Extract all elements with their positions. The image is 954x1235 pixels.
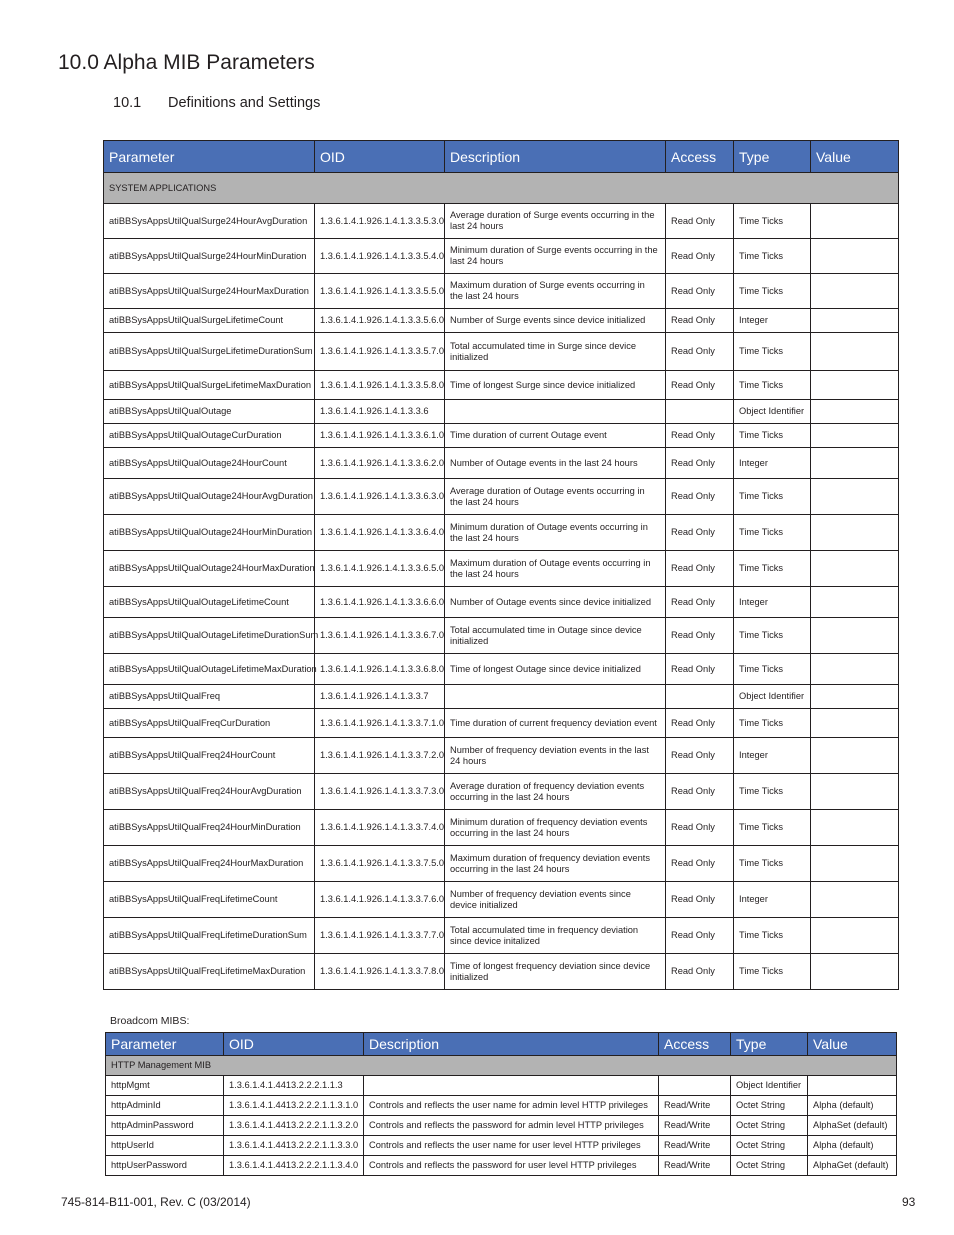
cell-value [811,846,899,882]
cell-oid: 1.3.6.1.4.1.926.1.4.1.3.3.7.5.0 [315,846,445,882]
cell-value [811,551,899,587]
cell-parameter: httpUserPassword [106,1156,224,1176]
column-header-oid: OID [315,141,445,173]
cell-description: Number of Outage events since device initialized [445,587,666,618]
table-row [104,685,899,709]
table-row [104,587,899,618]
cell-access: Read Only [666,954,734,990]
cell-parameter: atiBBSysAppsUtilQualOutageLifetimeMaxDuration [104,654,315,685]
cell-oid: 1.3.6.1.4.1.926.1.4.1.3.3.6.2.0 [315,448,445,479]
cell-type: Object Identifier [734,685,811,709]
table-row [104,400,899,424]
cell-type: Time Ticks [734,618,811,654]
cell-type: Time Ticks [734,515,811,551]
cell-parameter: httpMgmt [106,1076,224,1096]
cell-description: Controls and reflects the password for user level HTTP privileges [364,1156,659,1176]
section-label: SYSTEM APPLICATIONS [104,173,899,204]
cell-value [811,774,899,810]
cell-oid: 1.3.6.1.4.1.926.1.4.1.3.3.6.7.0 [315,618,445,654]
table-header-row [106,1033,897,1056]
table-row [104,448,899,479]
cell-type: Time Ticks [734,774,811,810]
cell-type: Time Ticks [734,333,811,371]
cell-parameter: atiBBSysAppsUtilQualSurgeLifetimeMaxDuration [104,371,315,400]
column-header-value: Value [808,1033,897,1056]
table-header-row [104,141,899,173]
column-header-description: Description [445,141,666,173]
table-row [104,515,899,551]
cell-value [811,810,899,846]
table-row [104,333,899,371]
cell-oid: 1.3.6.1.4.1.926.1.4.1.3.3.6.6.0 [315,587,445,618]
table-row [104,479,899,515]
cell-oid: 1.3.6.1.4.1.926.1.4.1.3.3.5.3.0 [315,204,445,239]
cell-parameter: atiBBSysAppsUtilQualFreqLifetimeCount [104,882,315,918]
cell-parameter: httpAdminPassword [106,1116,224,1136]
section-title: Definitions and Settings [168,95,321,111]
alpha-mib-table [103,140,899,990]
cell-type: Time Ticks [734,239,811,274]
cell-type: Time Ticks [734,709,811,738]
cell-oid: 1.3.6.1.4.1.4413.2.2.2.1.1.3.3.0 [224,1136,364,1156]
cell-type: Time Ticks [734,846,811,882]
cell-oid: 1.3.6.1.4.1.926.1.4.1.3.3.6.3.0 [315,479,445,515]
cell-oid: 1.3.6.1.4.1.926.1.4.1.3.3.7.4.0 [315,810,445,846]
cell-access: Read Only [666,204,734,239]
table-row [104,204,899,239]
section-heading [113,95,320,111]
cell-parameter: atiBBSysAppsUtilQualFreq24HourCount [104,738,315,774]
column-header-access: Access [659,1033,731,1056]
cell-description: Average duration of Surge events occurring in the last 24 hours [445,204,666,239]
cell-description: Average duration of Outage events occurring in the last 24 hours [445,479,666,515]
cell-parameter: atiBBSysAppsUtilQualFreqLifetimeDurationSum [104,918,315,954]
table-row [104,274,899,309]
cell-description [445,400,666,424]
cell-parameter: atiBBSysAppsUtilQualOutageLifetimeCount [104,587,315,618]
cell-access: Read Only [666,654,734,685]
cell-oid: 1.3.6.1.4.1.926.1.4.1.3.3.6 [315,400,445,424]
cell-parameter: atiBBSysAppsUtilQualFreqCurDuration [104,709,315,738]
cell-type: Integer [734,738,811,774]
cell-access [659,1076,731,1096]
broadcom-mib-table [105,1032,897,1176]
cell-parameter: atiBBSysAppsUtilQualSurgeLifetimeCount [104,309,315,333]
cell-oid: 1.3.6.1.4.1.926.1.4.1.3.3.6.1.0 [315,424,445,448]
cell-description: Number of frequency deviation events since device initialized [445,882,666,918]
cell-type: Object Identifier [734,400,811,424]
cell-access: Read Only [666,371,734,400]
cell-access: Read Only [666,515,734,551]
cell-description [364,1076,659,1096]
cell-type: Time Ticks [734,551,811,587]
cell-parameter: httpUserId [106,1136,224,1156]
cell-value [811,479,899,515]
cell-access: Read Only [666,274,734,309]
cell-parameter: atiBBSysAppsUtilQualFreq24HourMaxDuration [104,846,315,882]
cell-parameter: httpAdminId [106,1096,224,1116]
cell-access: Read Only [666,587,734,618]
table-row [104,371,899,400]
cell-type: Integer [734,587,811,618]
table-row [104,954,899,990]
cell-oid: 1.3.6.1.4.1.926.1.4.1.3.3.6.8.0 [315,654,445,685]
cell-access: Read Only [666,882,734,918]
cell-oid: 1.3.6.1.4.1.926.1.4.1.3.3.7 [315,685,445,709]
cell-type: Time Ticks [734,918,811,954]
cell-description: Controls and reflects the user name for user level HTTP privileges [364,1136,659,1156]
table-row [104,551,899,587]
cell-parameter: atiBBSysAppsUtilQualSurgeLifetimeDurationSum [104,333,315,371]
cell-parameter: atiBBSysAppsUtilQualOutage24HourAvgDuration [104,479,315,515]
cell-type: Time Ticks [734,274,811,309]
cell-value [811,424,899,448]
table-row [106,1096,897,1116]
cell-value [811,618,899,654]
cell-oid: 1.3.6.1.4.1.926.1.4.1.3.3.7.1.0 [315,709,445,738]
cell-type: Octet String [731,1096,808,1116]
cell-value: Alpha (default) [808,1136,897,1156]
cell-oid: 1.3.6.1.4.1.4413.2.2.2.1.1.3.4.0 [224,1156,364,1176]
cell-access: Read Only [666,309,734,333]
cell-description: Controls and reflects the user name for admin level HTTP privileges [364,1096,659,1116]
cell-type: Time Ticks [734,371,811,400]
cell-oid: 1.3.6.1.4.1.926.1.4.1.3.3.5.8.0 [315,371,445,400]
cell-type: Octet String [731,1116,808,1136]
cell-parameter: atiBBSysAppsUtilQualFreq [104,685,315,709]
cell-description: Time of longest frequency deviation since device initialized [445,954,666,990]
cell-description: Time duration of current Outage event [445,424,666,448]
cell-parameter: atiBBSysAppsUtilQualOutage24HourCount [104,448,315,479]
cell-description: Time of longest Outage since device initialized [445,654,666,685]
cell-access: Read Only [666,810,734,846]
table-row [104,239,899,274]
page-title: 10.0 Alpha MIB Parameters [58,51,315,74]
cell-access: Read Only [666,618,734,654]
table-row [104,618,899,654]
table-row [104,846,899,882]
cell-description: Minimum duration of frequency deviation events occurring in the last 24 hours [445,810,666,846]
cell-oid: 1.3.6.1.4.1.926.1.4.1.3.3.6.5.0 [315,551,445,587]
cell-description: Total accumulated time in Surge since device initialized [445,333,666,371]
cell-parameter: atiBBSysAppsUtilQualOutage24HourMaxDuration [104,551,315,587]
cell-value [811,371,899,400]
cell-description [445,685,666,709]
cell-oid: 1.3.6.1.4.1.926.1.4.1.3.3.5.5.0 [315,274,445,309]
cell-access [666,400,734,424]
broadcom-label: Broadcom MIBS: [110,1015,190,1027]
cell-access: Read/Write [659,1156,731,1176]
table-row [106,1076,897,1096]
column-header-oid: OID [224,1033,364,1056]
cell-type: Octet String [731,1156,808,1176]
cell-type: Time Ticks [734,810,811,846]
cell-oid: 1.3.6.1.4.1.926.1.4.1.3.3.6.4.0 [315,515,445,551]
cell-oid: 1.3.6.1.4.1.926.1.4.1.3.3.5.6.0 [315,309,445,333]
cell-oid: 1.3.6.1.4.1.926.1.4.1.3.3.7.8.0 [315,954,445,990]
cell-parameter: atiBBSysAppsUtilQualSurge24HourAvgDuration [104,204,315,239]
cell-description: Controls and reflects the password for admin level HTTP privileges [364,1116,659,1136]
cell-description: Maximum duration of frequency deviation events occurring in the last 24 hours [445,846,666,882]
cell-parameter: atiBBSysAppsUtilQualFreqLifetimeMaxDuration [104,954,315,990]
cell-parameter: atiBBSysAppsUtilQualOutage24HourMinDuration [104,515,315,551]
cell-access: Read Only [666,424,734,448]
cell-value [811,204,899,239]
cell-access: Read/Write [659,1096,731,1116]
cell-access: Read Only [666,738,734,774]
table-row [106,1116,897,1136]
cell-value [811,400,899,424]
cell-type: Time Ticks [734,204,811,239]
cell-oid: 1.3.6.1.4.1.926.1.4.1.3.3.7.6.0 [315,882,445,918]
cell-oid: 1.3.6.1.4.1.926.1.4.1.3.3.7.2.0 [315,738,445,774]
section-number: 10.1 [113,95,142,111]
table-row [104,918,899,954]
cell-value [811,918,899,954]
table-row [104,709,899,738]
cell-value [811,954,899,990]
cell-description: Number of frequency deviation events in the last 24 hours [445,738,666,774]
cell-description: Minimum duration of Outage events occurring in the last 24 hours [445,515,666,551]
cell-value [811,587,899,618]
cell-description: Average duration of frequency deviation events occurring in the last 24 hours [445,774,666,810]
cell-description: Number of Outage events in the last 24 hours [445,448,666,479]
cell-oid: 1.3.6.1.4.1.926.1.4.1.3.3.7.7.0 [315,918,445,954]
table-row [104,654,899,685]
cell-type: Integer [734,448,811,479]
cell-value [811,654,899,685]
section-row [104,173,899,204]
table-row [106,1136,897,1156]
table-row [104,309,899,333]
cell-parameter: atiBBSysAppsUtilQualSurge24HourMinDuration [104,239,315,274]
column-header-value: Value [811,141,899,173]
document-id: 745-814-B11-001, Rev. C (03/2014) [61,1195,251,1209]
column-header-parameter: Parameter [104,141,315,173]
cell-value [811,738,899,774]
cell-description: Maximum duration of Outage events occurring in the last 24 hours [445,551,666,587]
cell-access: Read Only [666,709,734,738]
cell-description: Time duration of current frequency deviation event [445,709,666,738]
cell-parameter: atiBBSysAppsUtilQualFreq24HourAvgDuration [104,774,315,810]
section-label: HTTP Management MIB [106,1056,897,1076]
cell-value [811,239,899,274]
column-header-type: Type [734,141,811,173]
cell-value: AlphaGet (default) [808,1156,897,1176]
column-header-access: Access [666,141,734,173]
table-row [104,774,899,810]
cell-type: Object Identifier [731,1076,808,1096]
cell-value [811,515,899,551]
cell-parameter: atiBBSysAppsUtilQualFreq24HourMinDuration [104,810,315,846]
cell-oid: 1.3.6.1.4.1.4413.2.2.2.1.1.3 [224,1076,364,1096]
cell-description: Total accumulated time in Outage since device initialized [445,618,666,654]
cell-access: Read/Write [659,1116,731,1136]
table-row [104,810,899,846]
cell-value [811,274,899,309]
cell-access: Read Only [666,333,734,371]
table-row [104,882,899,918]
cell-value [811,309,899,333]
cell-value [811,448,899,479]
cell-description: Minimum duration of Surge events occurring in the last 24 hours [445,239,666,274]
cell-value: Alpha (default) [808,1096,897,1116]
cell-oid: 1.3.6.1.4.1.4413.2.2.2.1.1.3.1.0 [224,1096,364,1116]
cell-type: Time Ticks [734,424,811,448]
cell-description: Maximum duration of Surge events occurring in the last 24 hours [445,274,666,309]
table-row [104,738,899,774]
column-header-parameter: Parameter [106,1033,224,1056]
cell-value [811,685,899,709]
cell-parameter: atiBBSysAppsUtilQualOutageLifetimeDurationSum [104,618,315,654]
cell-access: Read Only [666,918,734,954]
cell-access [666,685,734,709]
cell-type: Octet String [731,1136,808,1156]
cell-description: Number of Surge events since device initialized [445,309,666,333]
column-header-type: Type [731,1033,808,1056]
cell-parameter: atiBBSysAppsUtilQualSurge24HourMaxDuration [104,274,315,309]
cell-value [811,709,899,738]
table-row [104,424,899,448]
column-header-description: Description [364,1033,659,1056]
cell-type: Time Ticks [734,479,811,515]
cell-access: Read Only [666,479,734,515]
cell-value [808,1076,897,1096]
cell-parameter: atiBBSysAppsUtilQualOutage [104,400,315,424]
cell-access: Read Only [666,551,734,587]
cell-description: Time of longest Surge since device initialized [445,371,666,400]
cell-access: Read Only [666,448,734,479]
cell-parameter: atiBBSysAppsUtilQualOutageCurDuration [104,424,315,448]
cell-value [811,333,899,371]
cell-type: Integer [734,882,811,918]
page-number: 93 [902,1195,916,1209]
cell-oid: 1.3.6.1.4.1.926.1.4.1.3.3.7.3.0 [315,774,445,810]
table-row [106,1156,897,1176]
cell-access: Read Only [666,239,734,274]
section-row [106,1056,897,1076]
cell-type: Time Ticks [734,954,811,990]
cell-type: Integer [734,309,811,333]
cell-access: Read Only [666,846,734,882]
cell-value: AlphaSet (default) [808,1116,897,1136]
cell-oid: 1.3.6.1.4.1.926.1.4.1.3.3.5.7.0 [315,333,445,371]
cell-description: Total accumulated time in frequency deviation since device initalized [445,918,666,954]
cell-value [811,882,899,918]
cell-access: Read Only [666,774,734,810]
cell-oid: 1.3.6.1.4.1.926.1.4.1.3.3.5.4.0 [315,239,445,274]
cell-access: Read/Write [659,1136,731,1156]
cell-oid: 1.3.6.1.4.1.4413.2.2.2.1.1.3.2.0 [224,1116,364,1136]
cell-type: Time Ticks [734,654,811,685]
